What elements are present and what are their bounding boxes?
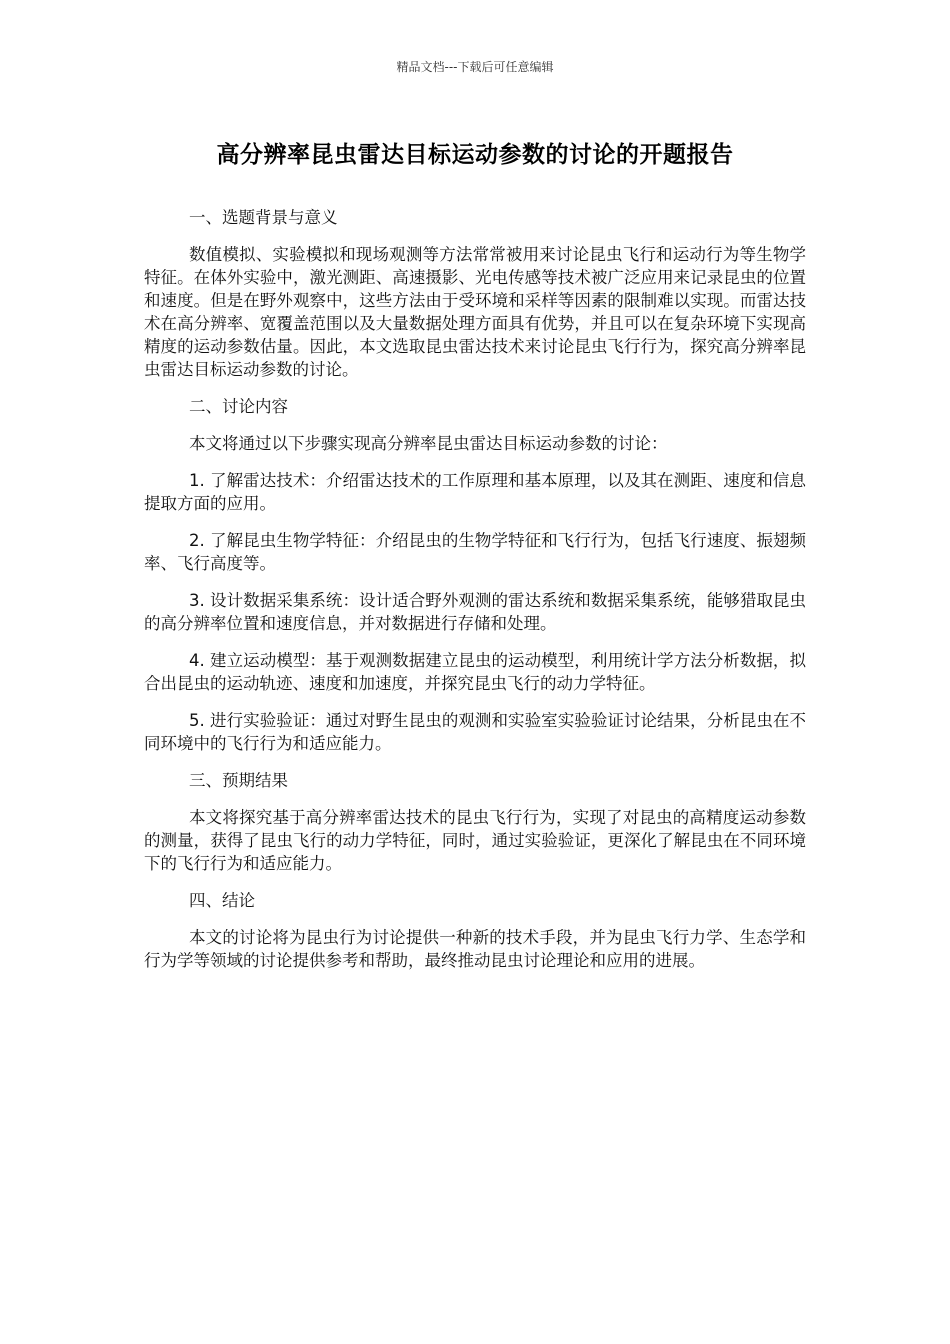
section-heading-background: 一、选题背景与意义 [189,208,338,227]
section-heading-conclusion: 四、结论 [189,891,255,910]
list-item: 4. 建立运动模型：基于观测数据建立昆虫的运动模型，利用统计学方法分析数据，拟合出昆虫的运动轨迹、速度和加速度，并探究昆虫飞行的动力学特征。 [144,651,806,693]
list-item: 1. 了解雷达技术：介绍雷达技术的工作原理和基本原理，以及其在测距、速度和信息提取方面的应用。 [144,471,806,513]
document-title: 高分辨率昆虫雷达目标运动参数的讨论的开题报告 [216,142,734,168]
list-item: 5. 进行实验验证：通过对野生昆虫的观测和实验室实验验证讨论结果，分析昆虫在不同环境中的飞行行为和适应能力。 [144,711,806,753]
list-item: 3. 设计数据采集系统：设计适合野外观测的雷达系统和数据采集系统，能够猎取昆虫的高分辨率位置和速度信息，并对数据进行存储和处理。 [144,591,806,633]
list-item: 2. 了解昆虫生物学特征：介绍昆虫的生物学特征和飞行行为，包括飞行速度、振翅频率、飞行高度等。 [144,531,806,573]
paragraph-expected-results: 本文将探究基于高分辨率雷达技术的昆虫飞行行为，实现了对昆虫的高精度运动参数的测量，获得了昆虫飞行的动力学特征，同时，通过实验验证，更深化了解昆虫在不同环境下的飞行行为和适应能力。 [144,808,806,873]
paragraph-content-intro: 本文将通过以下步骤实现高分辨率昆虫雷达目标运动参数的讨论： [189,434,668,453]
document-body [144,206,806,986]
paragraph-background: 数值模拟、实验模拟和现场观测等方法常常被用来讨论昆虫飞行和运动行为等生物学特征。在体外实验中，激光测距、高速摄影、光电传感等技术被广泛应用来记录昆虫的位置和速度。但是在野外观察中，这些方法由于受环境和采样等因素的限制难以实现。而雷达技术在高分辨率、宽覆盖范围以及大量数据处理方面具有优势，并且可以在复杂环境下实现高精度的运动参数估量。因此，本文选取昆虫雷达技术来讨论昆虫飞行行为，探究高分辨率昆虫雷达目标运动参数的讨论。 [144,245,806,379]
section-heading-expected-results: 三、预期结果 [189,771,288,790]
paragraph-conclusion: 本文的讨论将为昆虫行为讨论提供一种新的技术手段，并为昆虫飞行力学、生态学和行为学等领域的讨论提供参考和帮助，最终推动昆虫讨论理论和应用的进展。 [144,928,806,970]
header-note: 精品文档---下载后可任意编辑 [396,60,554,74]
section-heading-content: 二、讨论内容 [189,397,288,416]
